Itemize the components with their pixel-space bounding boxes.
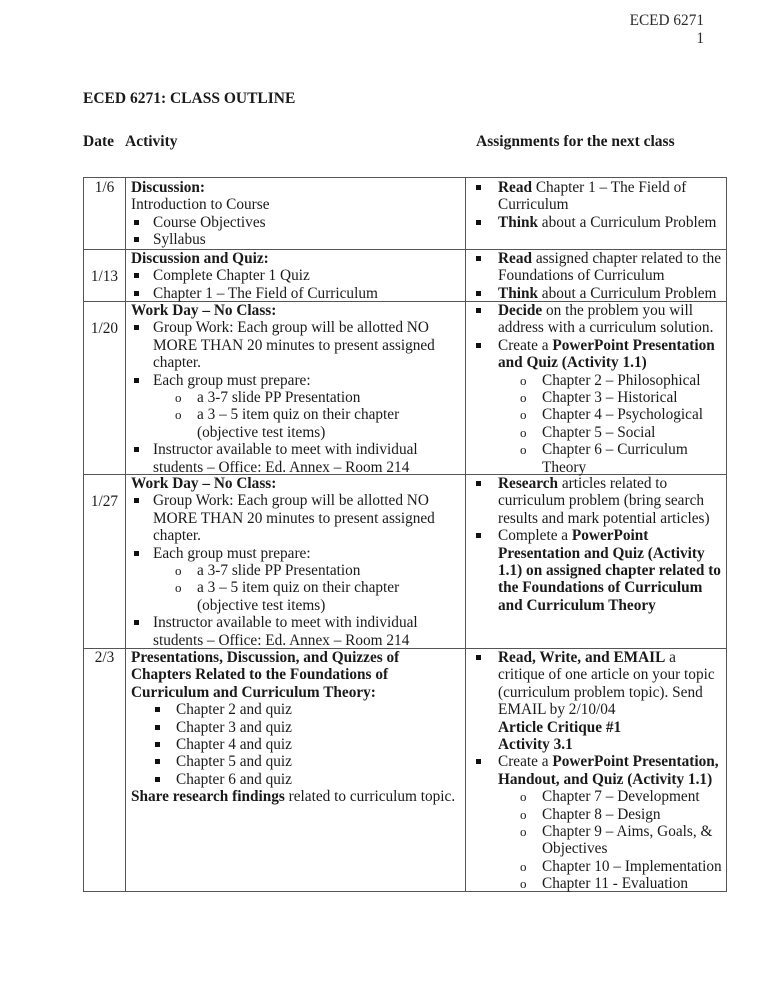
text: assigned chapter related to the Foundations of Curriculum <box>498 250 722 285</box>
document-title: ECED 6271: CLASS OUTLINE <box>83 90 296 107</box>
list-item: Syllabus <box>131 231 461 248</box>
sub-list-item: o a 3 – 5 item quiz on their chapter (objective test items) <box>131 406 461 441</box>
critique-label: Article Critique #1 <box>498 718 622 736</box>
activity-heading: Discussion and Quiz: <box>131 250 269 267</box>
bold-text: Decide <box>498 302 543 319</box>
column-header-activity: Activity <box>125 133 178 150</box>
footer-rest: related to curriculum topic. <box>284 788 456 806</box>
row-date: 1/6 <box>94 179 115 196</box>
list-item <box>476 527 726 614</box>
activity-cell <box>131 250 461 302</box>
bold-text: PowerPoint Presentation and Quiz (Activity 1.1) on assigned chapter related to the Foundations of Curriculum and Curriculum Theory <box>498 527 721 614</box>
text: about a Curriculum Problem <box>537 284 717 302</box>
list-item: Each group must prepare: <box>131 545 461 562</box>
activity-heading: Work Day – No Class: <box>131 302 277 319</box>
sub-list-item: o Chapter 6 – Curriculum Theory <box>476 441 726 476</box>
bold-text: Think <box>498 213 538 231</box>
row-date: 2/3 <box>94 649 115 666</box>
sub-list-item: o Chapter 8 – Design <box>476 806 726 823</box>
list-note <box>476 736 726 753</box>
list-item: Chapter 1 – The Field of Curriculum <box>131 285 461 302</box>
list-item <box>476 302 726 337</box>
list-item: Chapter 5 and quiz <box>131 753 461 770</box>
sub-list-item: o Chapter 11 - Evaluation <box>476 875 726 892</box>
row-date: 1/20 <box>90 320 119 337</box>
bold-text: Think <box>498 284 538 302</box>
list-item <box>476 250 726 285</box>
activity-cell <box>131 179 461 249</box>
header-page-number: 1 <box>696 30 704 47</box>
list-item: Chapter 2 and quiz <box>131 701 461 718</box>
sub-list-item: o a 3 – 5 item quiz on their chapter (objective test items) <box>131 579 461 614</box>
list-item: Group Work: Each group will be allotted NO MORE THAN 20 minutes to present assigned chapter. <box>131 319 461 371</box>
sub-list-item: o Chapter 2 – Philosophical <box>476 372 726 389</box>
class-outline-table <box>83 177 727 892</box>
row-date: 1/13 <box>90 268 119 285</box>
bold-text: PowerPoint Presentation and Quiz (Activity 1.1) <box>498 336 715 372</box>
list-item: Chapter 3 and quiz <box>131 719 461 736</box>
date-column-divider <box>125 178 126 891</box>
list-item: Chapter 4 and quiz <box>131 736 461 753</box>
column-header-date: Date <box>83 133 114 150</box>
sub-list-item: o Chapter 7 – Development <box>476 788 726 805</box>
list-item: Complete Chapter 1 Quiz <box>131 267 461 284</box>
list-item <box>476 649 726 719</box>
activity-heading: Work Day – No Class: <box>131 475 277 492</box>
sub-list-item: o Chapter 5 – Social <box>476 424 726 441</box>
text: Chapter 1 – The Field of Curriculum <box>498 179 687 214</box>
sub-list-item: o Chapter 4 – Psychological <box>476 406 726 423</box>
list-item <box>476 285 726 302</box>
list-item <box>476 337 726 372</box>
activity-cell <box>131 475 461 649</box>
column-header-assignments: Assignments for the next class <box>476 133 675 150</box>
bold-text: PowerPoint Presentation, Handout, and Quiz (Activity 1.1) <box>498 753 719 788</box>
sub-list-item: o Chapter 3 – Historical <box>476 389 726 406</box>
list-item: Group Work: Each group will be allotted NO MORE THAN 20 minutes to present assigned chapter. <box>131 492 461 544</box>
text: Create a <box>498 753 553 771</box>
assignment-cell <box>476 179 726 231</box>
sub-list-item: o a 3-7 slide PP Presentation <box>131 389 461 406</box>
bold-text: Read, Write, and EMAIL <box>498 649 666 666</box>
assignments-column-divider <box>465 178 466 891</box>
list-item: Each group must prepare: <box>131 372 461 389</box>
bold-text: Read <box>498 250 532 267</box>
list-item: Chapter 6 and quiz <box>131 771 461 788</box>
assignment-cell <box>476 649 726 893</box>
text: Create a <box>498 336 553 354</box>
footer-bold: Share research findings <box>131 788 285 806</box>
list-item <box>476 475 726 527</box>
list-item: Instructor available to meet with individual students – Office: Ed. Annex – Room 214 <box>131 614 461 649</box>
sub-list-item: o Chapter 9 – Aims, Goals, & Objectives <box>476 823 726 858</box>
text: Complete a <box>498 527 572 545</box>
text: on the problem you will address with a curriculum solution. <box>498 302 714 337</box>
list-item <box>476 753 726 788</box>
bold-text: Read <box>498 179 532 196</box>
activity-cell <box>131 302 461 476</box>
activity-heading: Presentations, Discussion, and Quizzes of Chapters Related to the Foundations of Curriculum and Curriculum Theory: <box>131 649 400 701</box>
text: a critique of one article on your topic (curriculum problem topic). Send EMAIL by 2/10/04 <box>498 649 715 719</box>
activity-heading: Discussion: <box>131 179 205 196</box>
activity-cell <box>131 649 461 806</box>
activity-footer <box>131 788 461 805</box>
sub-list-item: o a 3-7 slide PP Presentation <box>131 562 461 579</box>
header-course-code: ECED 6271 <box>629 12 704 29</box>
assignment-cell <box>476 475 726 614</box>
row-date: 1/27 <box>90 493 119 510</box>
list-item: Instructor available to meet with individual students – Office: Ed. Annex – Room 214 <box>131 441 461 476</box>
list-note <box>476 719 726 736</box>
list-item: Course Objectives <box>131 214 461 231</box>
list-item <box>476 179 726 214</box>
assignment-cell <box>476 302 726 476</box>
assignment-cell <box>476 250 726 302</box>
bold-text: Research <box>498 475 559 492</box>
text: articles related to curriculum problem (bring search results and mark potential articles) <box>498 475 710 527</box>
activity-intro: Introduction to Course <box>131 196 270 214</box>
text: about a Curriculum Problem <box>537 213 717 231</box>
list-item <box>476 214 726 231</box>
activity-label: Activity 3.1 <box>498 736 573 754</box>
page-header <box>630 12 704 48</box>
sub-list-item: o Chapter 10 – Implementation <box>476 858 726 875</box>
